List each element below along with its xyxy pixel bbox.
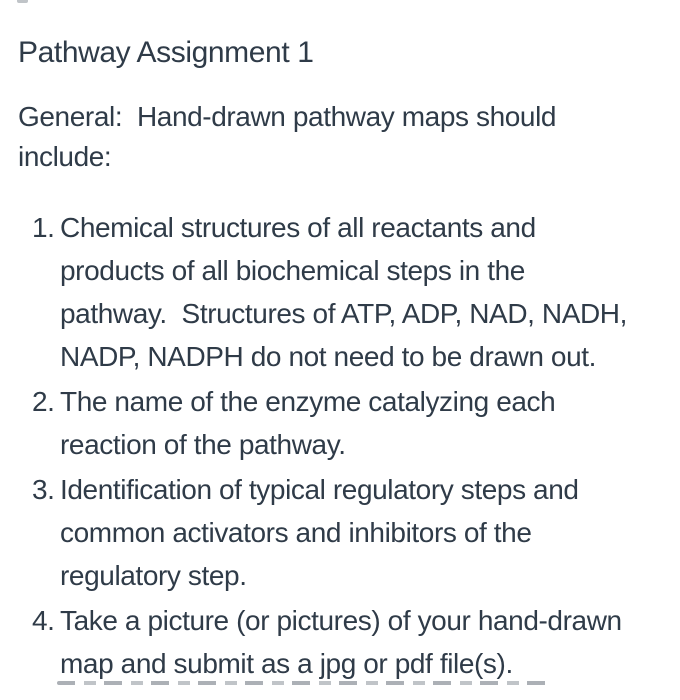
list-item-line: NADP, NADPH do not need to be drawn out. xyxy=(60,341,597,372)
list-item-line: The name of the enzyme catalyzing each xyxy=(60,386,556,417)
list-item-text xyxy=(60,599,680,685)
list-item-line: Take a picture (or pictures) of your hand-drawn xyxy=(60,605,622,636)
list-item-line: map and submit as a jpg or pdf file(s). xyxy=(60,648,513,679)
list-item xyxy=(0,599,680,685)
list-item-number: 1. xyxy=(32,212,55,243)
cropped-content-remnant-top xyxy=(17,0,28,3)
list-item-number: 4. xyxy=(32,605,55,636)
list-item-line: Identification of typical regulatory steps and xyxy=(60,474,579,505)
list-item xyxy=(0,468,680,597)
list-item-line: common activators and inhibitors of the xyxy=(60,517,532,548)
requirements-list xyxy=(0,206,680,687)
list-item-text xyxy=(60,380,680,466)
list-item-line: pathway. Structures of ATP, ADP, NAD, NADH, xyxy=(60,298,628,329)
list-item xyxy=(0,380,680,466)
list-item-number: 2. xyxy=(32,386,55,417)
assignment-title: Pathway Assignment 1 xyxy=(18,36,314,69)
intro-paragraph xyxy=(18,97,556,177)
list-item-line: products of all biochemical steps in the xyxy=(60,255,525,286)
list-item xyxy=(0,206,680,378)
list-item-text xyxy=(60,468,680,597)
list-item-line: regulatory step. xyxy=(60,560,247,591)
list-item-number: 3. xyxy=(32,474,55,505)
intro-line: General: Hand-drawn pathway maps should xyxy=(18,101,557,132)
intro-line: include: xyxy=(18,141,112,172)
list-item-text xyxy=(60,206,680,378)
list-item-line: Chemical structures of all reactants and xyxy=(60,212,536,243)
list-item-line: reaction of the pathway. xyxy=(60,429,346,460)
cropped-next-line-remnant xyxy=(57,681,551,685)
